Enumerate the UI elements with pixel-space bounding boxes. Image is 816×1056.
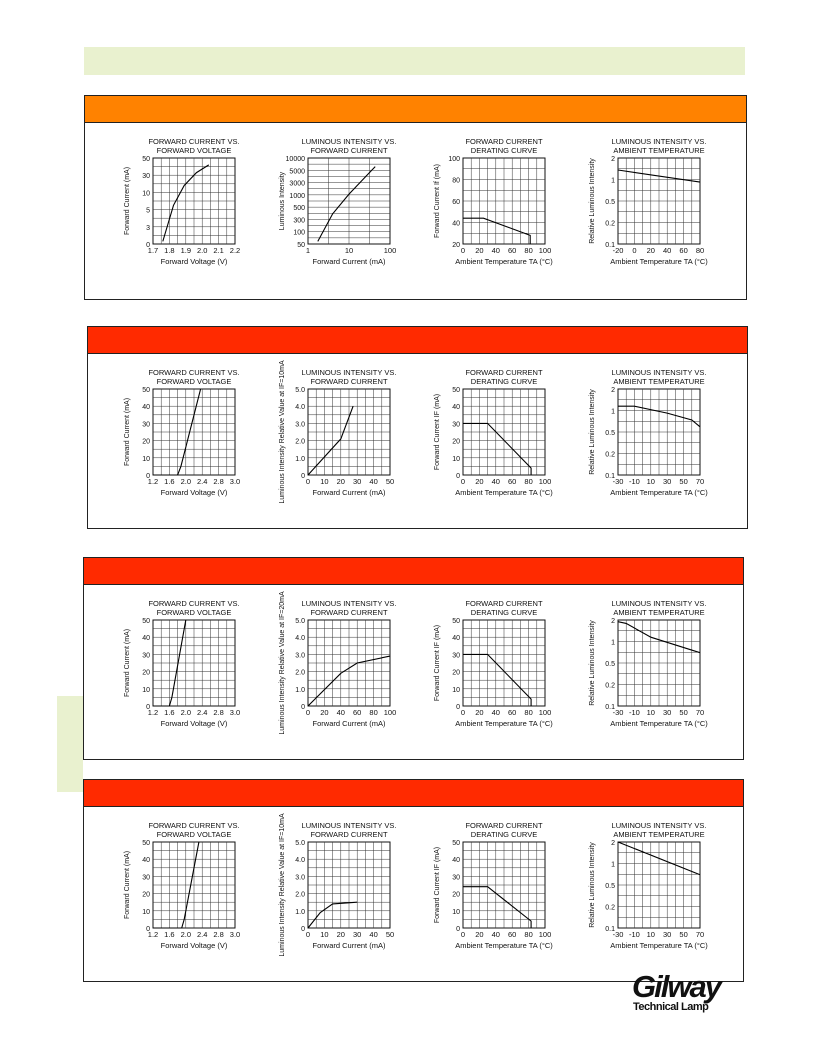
y-tick-label: 2.0 xyxy=(295,669,305,677)
x-tick-label: 0 xyxy=(460,477,466,486)
x-axis-label: Ambient Temperature TA (°C) xyxy=(455,488,553,497)
x-tick-label: 20 xyxy=(475,246,484,255)
x-tick-label: 20 xyxy=(475,708,484,717)
y-tick-label: 0.1 xyxy=(605,242,615,249)
x-axis-label: Ambient Temperature TA (°C) xyxy=(610,719,708,728)
y-axis-label: Relative Luminous Intensity xyxy=(589,389,596,475)
y-tick-label: 0.1 xyxy=(605,704,615,711)
y-axis-label: Forward Current (mA) xyxy=(124,850,131,920)
x-axis-label: Forward Voltage (V) xyxy=(160,257,228,266)
y-tick-label: 5.0 xyxy=(295,387,305,394)
chart-svg xyxy=(270,360,420,525)
y-axis-label: Forward Current IF (mA) xyxy=(434,624,441,702)
y-tick-label: 4.0 xyxy=(295,857,305,865)
y-tick-label: 50 xyxy=(142,156,150,163)
y-tick-label: 4.0 xyxy=(295,404,305,412)
chart-title-line: FORWARD VOLTAGE xyxy=(156,830,232,839)
chart xyxy=(425,365,575,525)
x-tick-label: 60 xyxy=(353,708,362,717)
x-tick-label: 1.2 xyxy=(147,930,159,939)
y-tick-label: 300 xyxy=(293,217,305,225)
y-tick-label: 1.0 xyxy=(295,455,305,463)
x-tick-label: 0 xyxy=(460,246,466,255)
x-axis-label: Ambient Temperature TA (°C) xyxy=(610,941,708,950)
x-tick-label: 2.2 xyxy=(229,246,241,255)
chart-title-line: LUMINOUS INTENSITY VS. xyxy=(611,368,707,377)
y-tick-label: 0.2 xyxy=(605,451,615,459)
y-axis-label: Luminous Intensity Relative Value at IF=10mA xyxy=(279,813,286,957)
x-tick-label: 50 xyxy=(679,477,688,486)
y-tick-label: 50 xyxy=(142,840,150,847)
x-tick-label: 1.6 xyxy=(164,477,175,486)
x-tick-label: 30 xyxy=(663,930,672,939)
chart-title-line: LUMINOUS INTENSITY VS. xyxy=(611,137,707,146)
y-tick-label: 20 xyxy=(142,669,150,677)
x-tick-label: 1.2 xyxy=(147,477,159,486)
x-tick-label: 40 xyxy=(491,708,500,717)
y-axis-label: Luminous Intensity xyxy=(279,171,286,231)
y-tick-label: 100 xyxy=(448,156,460,163)
x-tick-label: 50 xyxy=(679,708,688,717)
chart-svg xyxy=(270,813,420,978)
y-tick-label: 0 xyxy=(301,704,305,711)
x-tick-label: 20 xyxy=(646,246,655,255)
x-tick-label: 3.0 xyxy=(229,477,241,486)
side-color-tab xyxy=(57,696,83,792)
x-tick-label: 1.8 xyxy=(164,246,175,255)
chart-title-line: FORWARD CURRENT VS. xyxy=(148,137,240,146)
y-tick-label: 0.1 xyxy=(605,926,615,933)
x-tick-label: 100 xyxy=(383,708,397,717)
x-tick-label: 80 xyxy=(524,708,533,717)
y-axis-label: Forward Current If (mA) xyxy=(434,164,441,238)
y-tick-label: 2.0 xyxy=(295,891,305,899)
y-tick-label: 4.0 xyxy=(295,635,305,643)
chart-svg xyxy=(115,365,265,525)
y-tick-label: 0 xyxy=(456,926,460,933)
x-tick-label: -10 xyxy=(628,477,640,486)
x-tick-label: 60 xyxy=(508,246,517,255)
chart-title-line: DERATING CURVE xyxy=(470,608,538,617)
x-tick-label: 100 xyxy=(538,246,552,255)
x-tick-label: 20 xyxy=(336,477,345,486)
chart-svg xyxy=(115,134,265,294)
x-tick-label: 10 xyxy=(344,246,354,255)
y-tick-label: 2 xyxy=(611,618,615,625)
x-tick-label: -30 xyxy=(612,708,624,717)
y-tick-label: 5.0 xyxy=(295,618,305,625)
y-tick-label: 20 xyxy=(452,891,460,899)
x-tick-label: 60 xyxy=(508,708,517,717)
y-axis-label: Luminous Intensity Relative Value at IF=20mA xyxy=(279,591,286,735)
y-tick-label: 30 xyxy=(142,421,150,429)
chart-title-line: AMBIENT TEMPERATURE xyxy=(613,608,705,617)
chart-title-line: FORWARD CURRENT xyxy=(465,368,543,377)
x-tick-label: 60 xyxy=(508,477,517,486)
chart-svg xyxy=(115,818,265,978)
x-tick-label: 20 xyxy=(320,708,329,717)
chart-title-line: FORWARD CURRENT xyxy=(465,821,543,830)
x-tick-label: 50 xyxy=(679,930,688,939)
chart xyxy=(270,591,420,756)
y-tick-label: 2 xyxy=(611,156,615,163)
x-tick-label: 20 xyxy=(475,477,484,486)
y-tick-label: 30 xyxy=(142,652,150,660)
chart xyxy=(580,596,730,756)
chart-title-line: LUMINOUS INTENSITY VS. xyxy=(611,821,707,830)
x-tick-label: 2.8 xyxy=(213,708,224,717)
y-tick-label: 50 xyxy=(142,387,150,394)
x-tick-label: 0 xyxy=(305,930,311,939)
y-tick-label: 10 xyxy=(142,190,150,198)
y-tick-label: 3.0 xyxy=(295,652,305,660)
y-axis-label: Relative Luminous Intensity xyxy=(589,158,596,244)
x-tick-label: 10 xyxy=(646,477,655,486)
chart xyxy=(270,134,420,294)
panel-header-bar xyxy=(84,780,743,807)
chart-title-line: DERATING CURVE xyxy=(470,830,538,839)
y-tick-label: 1 xyxy=(611,408,615,416)
y-tick-label: 10 xyxy=(452,908,460,916)
x-tick-label: 0 xyxy=(460,930,466,939)
x-tick-label: 60 xyxy=(508,930,517,939)
y-tick-label: 0.2 xyxy=(605,220,615,228)
y-tick-label: 10 xyxy=(142,686,150,694)
x-axis-label: Forward Current (mA) xyxy=(312,719,386,728)
y-axis-label: Forward Current (mA) xyxy=(124,166,131,236)
chart xyxy=(270,813,420,978)
x-tick-label: -30 xyxy=(612,930,624,939)
y-tick-label: 20 xyxy=(142,891,150,899)
x-tick-label: -10 xyxy=(628,930,640,939)
chart-title-line: FORWARD CURRENT VS. xyxy=(148,599,240,608)
chart-svg xyxy=(580,596,730,756)
chart xyxy=(115,134,265,294)
x-tick-label: 80 xyxy=(524,477,533,486)
y-axis-label: Luminous Intensity Relative Value at IF=10mA xyxy=(279,360,286,504)
chart-panel xyxy=(84,95,747,300)
chart-svg xyxy=(425,818,575,978)
x-tick-label: 100 xyxy=(538,708,552,717)
y-tick-label: 0 xyxy=(146,473,150,480)
chart-title-line: AMBIENT TEMPERATURE xyxy=(613,830,705,839)
panel-header-bar xyxy=(84,558,743,585)
y-tick-label: 60 xyxy=(452,199,460,206)
x-axis-label: Forward Current (mA) xyxy=(312,941,386,950)
x-tick-label: 2.0 xyxy=(180,708,192,717)
y-tick-label: 0 xyxy=(146,926,150,933)
chart-title-line: LUMINOUS INTENSITY VS. xyxy=(301,599,397,608)
y-tick-label: 1 xyxy=(611,639,615,647)
y-tick-label: 10 xyxy=(142,908,150,916)
x-tick-label: -30 xyxy=(612,477,624,486)
chart-title-line: FORWARD VOLTAGE xyxy=(156,146,232,155)
y-tick-label: 10 xyxy=(142,455,150,463)
y-tick-label: 80 xyxy=(452,177,460,185)
y-tick-label: 10 xyxy=(452,686,460,694)
x-tick-label: 30 xyxy=(353,930,362,939)
y-tick-label: 40 xyxy=(142,857,150,865)
x-tick-label: 40 xyxy=(491,930,500,939)
x-axis-label: Ambient Temperature TA (°C) xyxy=(455,257,553,266)
chart-panel xyxy=(87,326,748,529)
x-tick-label: 50 xyxy=(385,477,395,486)
y-tick-label: 5.0 xyxy=(295,840,305,847)
chart-panel xyxy=(83,779,744,982)
y-tick-label: 40 xyxy=(452,404,460,412)
x-tick-label: 100 xyxy=(538,477,552,486)
chart xyxy=(115,596,265,756)
x-tick-label: 40 xyxy=(336,708,345,717)
x-tick-label: 40 xyxy=(369,930,378,939)
y-tick-label: 1 xyxy=(611,177,615,185)
top-color-band xyxy=(84,47,745,75)
x-tick-label: 2.8 xyxy=(213,477,224,486)
x-tick-label: 0 xyxy=(305,708,311,717)
y-tick-label: 20 xyxy=(452,438,460,446)
x-tick-label: 0 xyxy=(460,708,466,717)
x-tick-label: 1.7 xyxy=(147,246,159,255)
chart-title-line: FORWARD CURRENT VS. xyxy=(148,368,240,377)
data-curve xyxy=(318,167,375,242)
y-tick-label: 1.0 xyxy=(295,908,305,916)
x-tick-label: 80 xyxy=(524,246,533,255)
y-tick-label: 40 xyxy=(142,404,150,412)
y-tick-label: 1 xyxy=(611,861,615,869)
y-tick-label: 0 xyxy=(146,704,150,711)
chart-svg xyxy=(270,591,420,756)
chart-title-line: FORWARD VOLTAGE xyxy=(156,608,232,617)
x-tick-label: 10 xyxy=(646,708,655,717)
y-tick-label: 2 xyxy=(611,387,615,394)
x-axis-label: Ambient Temperature TA (°C) xyxy=(455,941,553,950)
logo-subtitle: Technical Lamp xyxy=(633,1001,709,1013)
x-tick-label: 80 xyxy=(695,246,705,255)
y-tick-label: 0 xyxy=(301,473,305,480)
chart-title-line: FORWARD CURRENT xyxy=(465,599,543,608)
y-tick-label: 3 xyxy=(146,224,150,232)
chart-title-line: FORWARD CURRENT xyxy=(310,146,388,155)
panel-header-bar xyxy=(88,327,747,354)
y-tick-label: 20 xyxy=(142,438,150,446)
y-tick-label: 50 xyxy=(142,618,150,625)
y-tick-label: 50 xyxy=(452,618,460,625)
x-tick-label: 10 xyxy=(646,930,655,939)
y-tick-label: 0 xyxy=(456,473,460,480)
x-axis-label: Ambient Temperature TA (°C) xyxy=(455,719,553,728)
y-tick-label: 30 xyxy=(142,874,150,882)
chart xyxy=(115,365,265,525)
y-tick-label: 0.2 xyxy=(605,904,615,912)
y-tick-label: 1000 xyxy=(289,192,305,200)
x-tick-label: -10 xyxy=(628,708,640,717)
y-tick-label: 0 xyxy=(146,242,150,249)
x-tick-label: 2.4 xyxy=(196,930,208,939)
chart-title-line: AMBIENT TEMPERATURE xyxy=(613,377,705,386)
chart-svg xyxy=(425,596,575,756)
chart-title-line: LUMINOUS INTENSITY VS. xyxy=(301,137,397,146)
chart xyxy=(425,818,575,978)
x-axis-label: Forward Voltage (V) xyxy=(160,719,228,728)
chart-title-line: LUMINOUS INTENSITY VS. xyxy=(301,368,397,377)
y-tick-label: 5 xyxy=(146,207,150,215)
y-tick-label: 40 xyxy=(452,857,460,865)
y-tick-label: 30 xyxy=(452,421,460,429)
x-tick-label: 10 xyxy=(320,930,329,939)
y-tick-label: 0.5 xyxy=(605,199,615,206)
chart-svg xyxy=(580,818,730,978)
x-tick-label: 2.4 xyxy=(196,708,208,717)
x-tick-label: 40 xyxy=(663,246,672,255)
x-tick-label: 1.6 xyxy=(164,930,175,939)
chart-svg xyxy=(115,596,265,756)
x-tick-label: 3.0 xyxy=(229,708,241,717)
chart-title-line: FORWARD CURRENT xyxy=(465,137,543,146)
y-tick-label: 40 xyxy=(452,220,460,228)
x-tick-label: 80 xyxy=(369,708,378,717)
chart-title-line: LUMINOUS INTENSITY VS. xyxy=(611,599,707,608)
y-axis-label: Forward Current IF (mA) xyxy=(434,846,441,924)
y-tick-label: 30 xyxy=(452,652,460,660)
data-curve xyxy=(463,887,531,928)
chart-panel xyxy=(83,557,744,760)
x-tick-label: 1.2 xyxy=(147,708,159,717)
y-tick-label: 50 xyxy=(452,840,460,847)
y-tick-label: 3.0 xyxy=(295,421,305,429)
x-tick-label: 80 xyxy=(524,930,533,939)
x-tick-label: 20 xyxy=(336,930,345,939)
y-tick-label: 40 xyxy=(142,635,150,643)
y-axis-label: Forward Current (mA) xyxy=(124,628,131,698)
x-tick-label: 40 xyxy=(491,477,500,486)
chart xyxy=(580,365,730,525)
chart xyxy=(580,134,730,294)
y-axis-label: Relative Luminous Intensity xyxy=(589,842,596,928)
x-tick-label: 50 xyxy=(385,930,395,939)
chart-title-line: DERATING CURVE xyxy=(470,377,538,386)
y-tick-label: 10 xyxy=(452,455,460,463)
chart xyxy=(270,360,420,525)
x-tick-label: 100 xyxy=(383,246,397,255)
y-tick-label: 0.5 xyxy=(605,883,615,890)
x-tick-label: 0 xyxy=(305,477,311,486)
x-tick-label: 1.6 xyxy=(164,708,175,717)
x-axis-label: Forward Voltage (V) xyxy=(160,488,228,497)
y-tick-label: 3000 xyxy=(289,180,305,188)
y-tick-label: 100 xyxy=(293,229,305,237)
chart-title-line: FORWARD CURRENT VS. xyxy=(148,821,240,830)
x-axis-label: Forward Current (mA) xyxy=(312,257,386,266)
chart xyxy=(580,818,730,978)
chart-title-line: FORWARD VOLTAGE xyxy=(156,377,232,386)
x-tick-label: 2.8 xyxy=(213,930,224,939)
y-tick-label: 0.5 xyxy=(605,430,615,437)
chart-title-line: LUMINOUS INTENSITY VS. xyxy=(301,821,397,830)
x-tick-label: 2.0 xyxy=(180,477,192,486)
y-tick-label: 30 xyxy=(452,874,460,882)
x-tick-label: 40 xyxy=(491,246,500,255)
x-axis-label: Forward Current (mA) xyxy=(312,488,386,497)
x-axis-label: Ambient Temperature TA (°C) xyxy=(610,488,708,497)
y-tick-label: 0.2 xyxy=(605,682,615,690)
y-tick-label: 0.5 xyxy=(605,661,615,668)
x-tick-label: 30 xyxy=(663,477,672,486)
x-tick-label: 30 xyxy=(353,477,362,486)
x-axis-label: Ambient Temperature TA (°C) xyxy=(610,257,708,266)
x-tick-label: -20 xyxy=(612,246,624,255)
y-tick-label: 40 xyxy=(452,635,460,643)
chart-title-line: AMBIENT TEMPERATURE xyxy=(613,146,705,155)
x-tick-label: 70 xyxy=(695,477,705,486)
panel-header-bar xyxy=(85,96,746,123)
chart-title-line: DERATING CURVE xyxy=(470,146,538,155)
x-tick-label: 20 xyxy=(475,930,484,939)
chart xyxy=(425,134,575,294)
chart-title-line: FORWARD CURRENT xyxy=(310,608,388,617)
y-tick-label: 50 xyxy=(452,387,460,394)
y-tick-label: 30 xyxy=(142,173,150,181)
x-tick-label: 30 xyxy=(663,708,672,717)
x-tick-label: 2.0 xyxy=(180,930,192,939)
chart-svg xyxy=(580,365,730,525)
x-tick-label: 40 xyxy=(369,477,378,486)
y-tick-label: 20 xyxy=(452,242,460,249)
chart xyxy=(425,596,575,756)
y-axis-label: Forward Current IF (mA) xyxy=(434,393,441,471)
data-curve xyxy=(463,218,530,244)
chart-title-line: FORWARD CURRENT xyxy=(310,377,388,386)
x-tick-label: 2.1 xyxy=(213,246,224,255)
chart-title-line: FORWARD CURRENT xyxy=(310,830,388,839)
chart-svg xyxy=(425,134,575,294)
y-axis-label: Relative Luminous Intensity xyxy=(589,620,596,706)
x-tick-label: 2.4 xyxy=(196,477,208,486)
y-tick-label: 20 xyxy=(452,669,460,677)
x-tick-label: 1.9 xyxy=(180,246,192,255)
y-tick-label: 0.1 xyxy=(605,473,615,480)
x-tick-label: 0 xyxy=(632,246,637,255)
x-tick-label: 10 xyxy=(320,477,329,486)
y-tick-label: 0 xyxy=(301,926,305,933)
x-tick-label: 60 xyxy=(679,246,688,255)
y-tick-label: 50 xyxy=(297,242,305,249)
y-tick-label: 5000 xyxy=(289,168,305,176)
y-tick-label: 2 xyxy=(611,840,615,847)
x-tick-label: 1 xyxy=(305,246,311,255)
chart xyxy=(115,818,265,978)
chart-svg xyxy=(270,134,420,294)
x-axis-label: Forward Voltage (V) xyxy=(160,941,228,950)
x-tick-label: 3.0 xyxy=(229,930,241,939)
gilway-logo xyxy=(632,969,736,1017)
chart-svg xyxy=(425,365,575,525)
x-tick-label: 100 xyxy=(538,930,552,939)
y-tick-label: 500 xyxy=(293,205,305,213)
y-tick-label: 3.0 xyxy=(295,874,305,882)
y-tick-label: 10000 xyxy=(285,156,305,163)
chart-svg xyxy=(580,134,730,294)
y-axis-label: Forward Current (mA) xyxy=(124,397,131,467)
y-tick-label: 0 xyxy=(456,704,460,711)
logo-brand: Gilway xyxy=(632,969,720,1004)
x-tick-label: 70 xyxy=(695,930,705,939)
x-tick-label: 2.0 xyxy=(196,246,208,255)
y-tick-label: 2.0 xyxy=(295,438,305,446)
x-tick-label: 70 xyxy=(695,708,705,717)
y-tick-label: 1.0 xyxy=(295,686,305,694)
